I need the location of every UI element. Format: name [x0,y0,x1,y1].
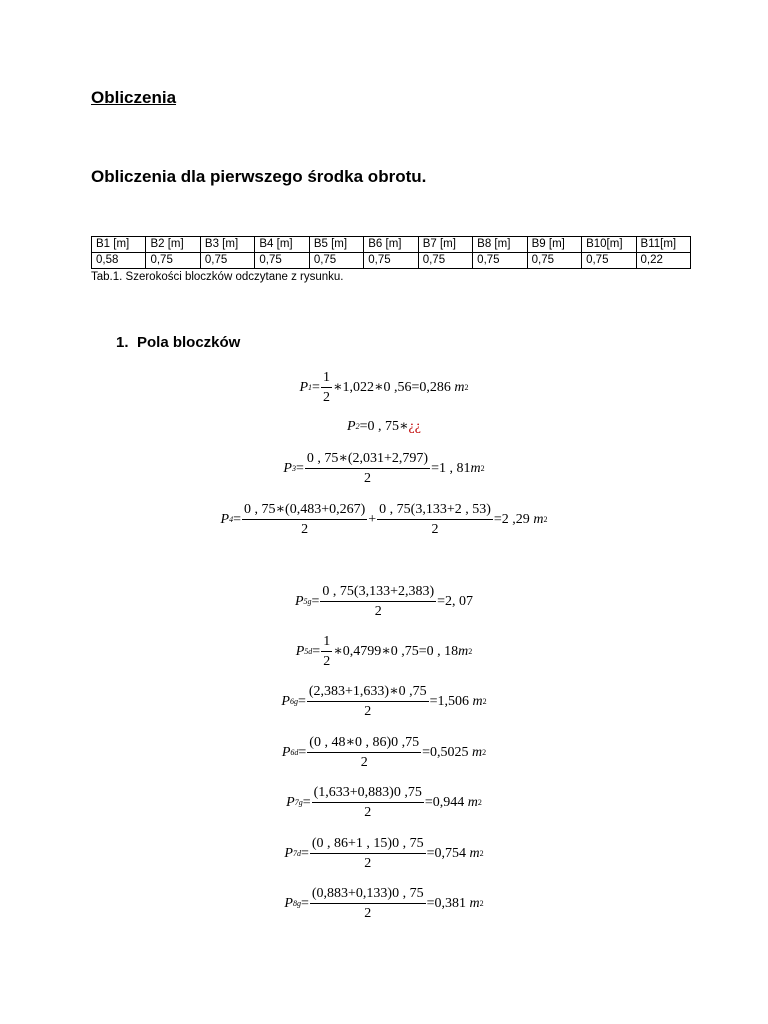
eq-numerator: 1 [321,633,332,652]
eq-subscript: 2 [355,422,360,431]
eq-fraction [377,501,493,538]
page-title: Obliczenia [91,88,177,107]
table-cell: 0,22 [636,253,690,269]
eq-numerator: 0 , 75∗(0,483+0,267) [242,501,367,520]
eq-fraction [307,683,429,720]
table-header-cell: B11[m] [636,237,690,253]
equation-p8g: P 8g = $\frac{(0,883+0,133)0 , 75}{2}$ =0,381 m 2 [284,886,484,921]
table-row [92,253,691,269]
table-header-row [92,237,691,253]
equation-p4: P 4 = $\frac{0 , 75∗(0,483+0,267)}{2}$ + $\frac{0 , 75(3,133+2 , 53)}{2}$ =2 ,29 m 2 [220,502,548,537]
eq-rest: =0 , 75∗ [359,419,409,434]
eq-rest: =1,506 [429,693,469,709]
eq-power: 2 [482,748,487,757]
table-header-cell: B2 [m] [146,237,200,253]
eq-denominator: 2 [374,604,382,619]
eq-symbol: P [295,643,305,659]
eq-denominator: 2 [364,805,372,820]
eq-symbol: P [281,693,290,709]
table-header-cell: B10[m] [582,237,636,253]
eq-numerator: (0,883+0,133)0 , 75 [310,885,426,904]
eq-numerator: 0 , 75(3,133+2 , 53) [377,501,493,520]
eq-power: 2 [543,515,548,524]
table-cell: 0,75 [527,253,581,269]
table-cell: 0,75 [364,253,418,269]
eq-unit: m [533,511,544,527]
eq-power: 2 [464,383,469,392]
eq-numerator: 0 , 75(3,133+2,383) [320,583,436,602]
eq-symbol: P [286,794,295,810]
equation-p7g: P 7g = $\frac{(1,633+0,883)0 ,75}{2}$ =0,944 m 2 [286,785,482,820]
table-header-cell: B7 [m] [418,237,472,253]
eq-power: 2 [468,647,473,656]
eq-fraction [307,734,421,771]
eq-fraction [321,369,332,406]
table-header-cell: B6 [m] [364,237,418,253]
eq-symbol: P [284,845,293,861]
table-header-cell: B1 [m] [92,237,146,253]
eq-symbol: P [299,379,309,395]
eq-error-glyph: ¿¿ [408,418,421,434]
eq-fraction [321,633,332,670]
equation-p1: P 1 = $\frac{1}{2}$ ∗1,022∗0 ,56=0,286 m 2 [299,370,469,405]
section-number: 1. [116,334,129,351]
eq-symbol: P [294,593,304,609]
eq-power: 2 [477,798,482,807]
table-cell: 0,75 [418,253,472,269]
block-widths-table [91,236,691,269]
eq-subscript: 7g [294,798,303,807]
eq-subscript: 1 [308,383,313,392]
eq-denominator: 2 [364,856,372,871]
eq-plus: + [368,511,377,527]
eq-subscript: 3 [291,464,296,473]
equation-p5g: P 5g = $\frac{0 , 75(3,133+2,383)}{2}$ =2, 07 [294,584,474,619]
eq-rest: ∗0,4799∗0 ,75=0 , 18 [333,644,459,659]
equation-p6d: P 6d = $\frac{(0 , 48∗0 , 86)0 ,75}{2}$ =0,5025 m 2 [281,735,487,770]
eq-numerator: (2,383+1,633)∗0 ,75 [307,683,429,702]
eq-rest: =0,754 [426,845,466,861]
eq-fraction [305,450,430,487]
eq-power: 2 [480,464,485,473]
eq-symbol: P [283,460,292,476]
eq-subscript: 7d [292,849,301,858]
eq-numerator: (1,633+0,883)0 ,75 [312,784,424,803]
table-cell: 0,75 [309,253,363,269]
eq-denominator: 2 [431,522,439,537]
eq-unit: m [472,744,483,760]
eq-fraction [310,885,426,922]
equation-p7d: P 7d = $\frac{(0 , 86+1 , 15)0 , 75}{2}$ =0,754 m 2 [284,836,484,871]
eq-symbol: P [284,895,293,911]
eq-numerator: 0 , 75∗(2,031+2,797) [305,450,430,469]
table-header-cell: B8 [m] [473,237,527,253]
table-cell: 0,75 [255,253,309,269]
eq-unit: m [467,794,478,810]
table-caption: Tab.1. Szerokości bloczków odczytane z rysunku. [91,271,344,283]
eq-denominator: 2 [364,704,372,719]
table-header-cell: B9 [m] [527,237,581,253]
eq-unit: m [458,643,469,659]
table-cell: 0,58 [92,253,146,269]
eq-denominator: 2 [363,471,371,486]
eq-rest: =1 , 81 [431,460,471,476]
eq-power: 2 [479,849,484,858]
eq-subscript: 8g [292,899,301,908]
eq-symbol: P [347,418,356,434]
table-cell: 0,75 [582,253,636,269]
eq-numerator: (0 , 48∗0 , 86)0 ,75 [307,734,421,753]
equation-p3: P 3 = $\frac{0 , 75∗(2,031+2,797)}{2}$ =1 , 81 m 2 [283,451,485,486]
eq-subscript: 4 [229,515,234,524]
table-cell: 0,75 [146,253,200,269]
eq-subscript: 6d [290,748,299,757]
equation-p2 [0,418,768,435]
eq-fraction [242,501,367,538]
eq-power: 2 [479,899,484,908]
section-title: Pola bloczków [137,334,241,351]
eq-unit: m [472,693,483,709]
eq-symbol: P [281,744,291,760]
eq-unit: m [470,460,481,476]
eq-denominator: 2 [301,522,309,537]
eq-power: 2 [482,697,487,706]
table-header-cell: B5 [m] [309,237,363,253]
eq-rest: =0,944 [424,794,465,810]
eq-fraction [320,583,436,620]
eq-rest: =0,5025 [422,744,469,760]
equation-p5d: P 5d = $\frac{1}{2}$ ∗0,4799∗0 ,75=0 , 18 m 2 [295,634,473,669]
eq-unit: m [469,845,480,861]
eq-subscript: 6g [289,697,298,706]
section-subtitle: Obliczenia dla pierwszego środka obrotu. [91,167,427,186]
eq-rest: ∗1,022∗0 ,56=0,286 [332,380,451,395]
table-cell: 0,75 [473,253,527,269]
section-heading [116,334,240,351]
eq-denominator: 2 [360,755,368,770]
eq-denominator: 2 [364,906,372,921]
eq-denominator: 2 [323,654,331,669]
eq-rest: =2 ,29 [493,511,530,527]
eq-subscript: 5g [303,597,312,606]
table-header-cell: B4 [m] [255,237,309,253]
eq-unit: m [454,379,465,395]
eq-fraction [312,784,424,821]
eq-rest: =2, 07 [437,593,474,609]
eq-symbol: P [220,511,230,527]
eq-fraction [310,835,426,872]
eq-rest: =0,381 [426,895,466,911]
eq-numerator: (0 , 86+1 , 15)0 , 75 [310,835,426,854]
eq-numerator: 1 [321,369,332,388]
eq-subscript: 5d [304,647,313,656]
eq-denominator: 2 [322,390,330,405]
eq-unit: m [469,895,480,911]
equation-p6g: P 6g = $\frac{(2,383+1,633)∗0 ,75}{2}$ =1,506 m 2 [281,684,487,719]
table-header-cell: B3 [m] [200,237,254,253]
table-cell: 0,75 [200,253,254,269]
